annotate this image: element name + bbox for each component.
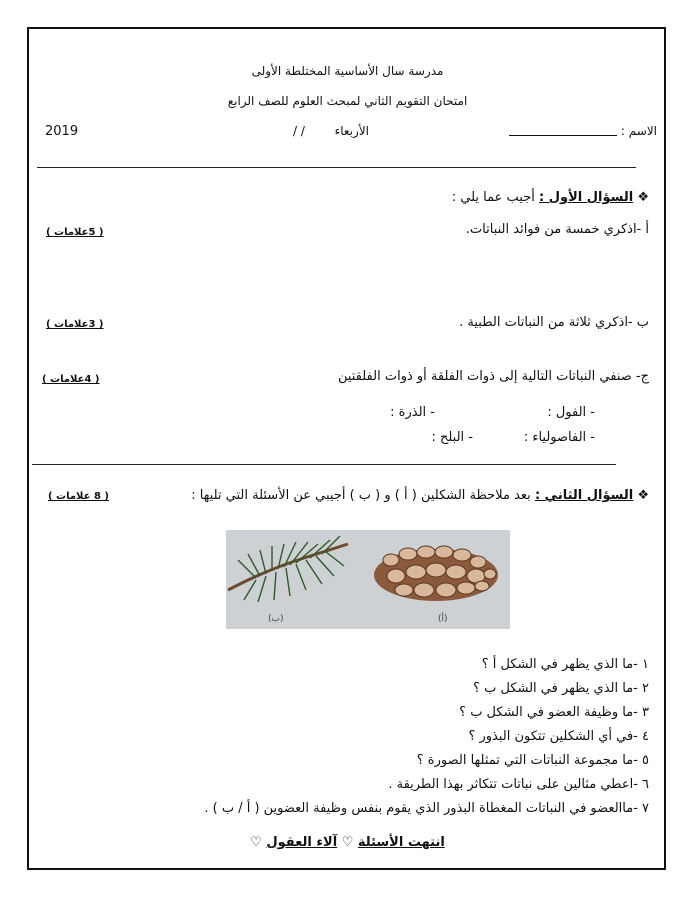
q1-part-c: ج- صنفي النباتات التالية إلى ذوات الفلقة أو ذوات الفلقتين: [337, 369, 649, 384]
q1-part-a-marks: ( 5علامات ): [46, 227, 104, 238]
q1-part-c-marks: ( 4علامات ): [42, 374, 100, 385]
name-label: الاسم :: [620, 124, 657, 138]
q2-question: ٣ -ما وظيفة العضو في الشكل ب ؟: [459, 705, 649, 720]
q2-question: ٤ -في أي الشكلين تتكون البذور ؟: [468, 729, 649, 744]
q1-heading: [452, 190, 649, 205]
figure-label-a: (أ): [438, 614, 448, 624]
heart-icon: ♡: [250, 835, 262, 850]
heart-icon: ♡: [341, 835, 354, 850]
name-row: [509, 124, 657, 138]
day-label: الأربعاء: [334, 124, 369, 138]
plant-item: - الفاصولياء :: [523, 430, 595, 445]
q2-question: ٢ -ما الذي يظهر في الشكل ب ؟: [473, 681, 649, 696]
plant-item: - البلح :: [431, 430, 473, 445]
date-slashes: / /: [293, 124, 305, 138]
q2-question: ٦ -اعطي مثالين على نباتات تتكاثر بهذا الطريقة .: [388, 777, 649, 792]
q1-part-b: ب -اذكري ثلاثة من النباتات الطبية .: [459, 315, 649, 330]
header-divider: [37, 167, 636, 168]
school-name: مدرسة سال الأساسية المختلطة الأولى: [251, 64, 444, 78]
diamond-bullet-icon: ❖: [637, 488, 649, 503]
signature: آلاء العقول: [266, 835, 338, 850]
diamond-bullet-icon: ❖: [637, 190, 649, 205]
plant-item: - الذرة :: [390, 405, 435, 420]
q1-part-a: أ -اذكري خمسة من فوائد النباتات.: [465, 222, 649, 237]
q2-intro: بعد ملاحظة الشكلين ( أ ) و ( ب ) أجيبي عن الأسئلة التي تليها :: [191, 488, 531, 503]
q1-title: السؤال الأول :: [539, 190, 634, 205]
q2-question: ٧ -ماالعضو في النباتات المغطاة البذور الذي يقوم بنفس وظيفة العضوين ( أ / ب ) .: [204, 801, 649, 816]
footer-line: [0, 835, 695, 850]
exam-title: امتحان التقويم الثاني لمبحث العلوم للصف الرابع: [227, 94, 468, 108]
figure-label-b: (ب): [268, 614, 284, 624]
name-answer-line[interactable]: [509, 127, 617, 136]
section-divider: [32, 464, 616, 465]
q1-part-b-marks: ( 3علامات ): [46, 319, 104, 330]
q2-marks: ( 8 علامات ): [48, 491, 109, 502]
q2-question: ٥ -ما مجموعة النباتات التي تمثلها الصورة ؟: [416, 753, 649, 768]
q2-heading: [191, 488, 649, 503]
q1-intro: أجيب عما يلي :: [451, 190, 535, 205]
end-text: انتهت الأسئلة: [357, 835, 445, 850]
q2-title: السؤال الثاني :: [534, 488, 634, 503]
exam-year: 2019: [45, 124, 79, 139]
q2-question: ١ -ما الذي يظهر في الشكل أ ؟: [481, 657, 649, 672]
plant-item: - الفول :: [547, 405, 595, 420]
